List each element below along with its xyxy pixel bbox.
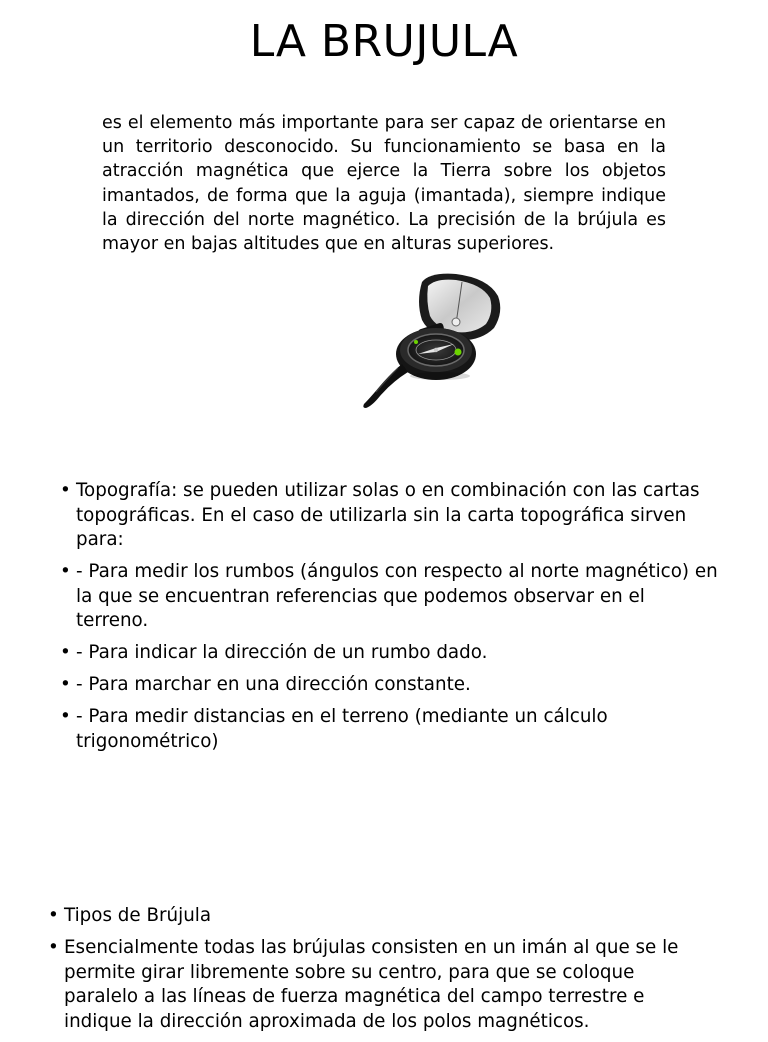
intro-paragraph: es el elemento más importante para ser capaz de orientarse en un territorio desconocido. Su funcionamiento se basa en la atracción magnética que ejerce la Tierra sobre los objetos imantados, de forma que la aguja (imantada), siempre indique la dirección del norte magnético. La precisión de la brújula es mayor en bajas altitudes que en alturas superiores. bbox=[102, 113, 666, 255]
list-item: • - Para marchar en una dirección constante. bbox=[60, 673, 718, 698]
list-item: • - Para medir los rumbos (ángulos con respecto al norte magnético) en la que se encuentran referencias que podemos observar en el terreno. bbox=[60, 560, 718, 634]
list-item: • Tipos de Brújula bbox=[48, 904, 688, 929]
uses-list bbox=[60, 479, 718, 762]
compass-icon bbox=[356, 268, 506, 414]
list-item: • - Para medir distancias en el terreno (mediante un cálculo trigonométrico) bbox=[60, 705, 718, 754]
page-title: LA BRUJULA bbox=[249, 16, 519, 67]
list-item: • Topografía: se pueden utilizar solas o en combinación con las cartas topográficas. En el caso de utilizarla sin la carta topográfica sirven para: bbox=[60, 479, 718, 553]
list-item: • Esencialmente todas las brújulas consisten en un imán al que se le permite girar libremente sobre su centro, para que se coloque paralelo a las líneas de fuerza magnética del campo terrestre e indique la dirección aproximada de los polos magnéticos. bbox=[48, 936, 688, 1034]
list-item: • - Para indicar la dirección de un rumbo dado. bbox=[60, 641, 718, 666]
types-list bbox=[48, 904, 688, 1042]
